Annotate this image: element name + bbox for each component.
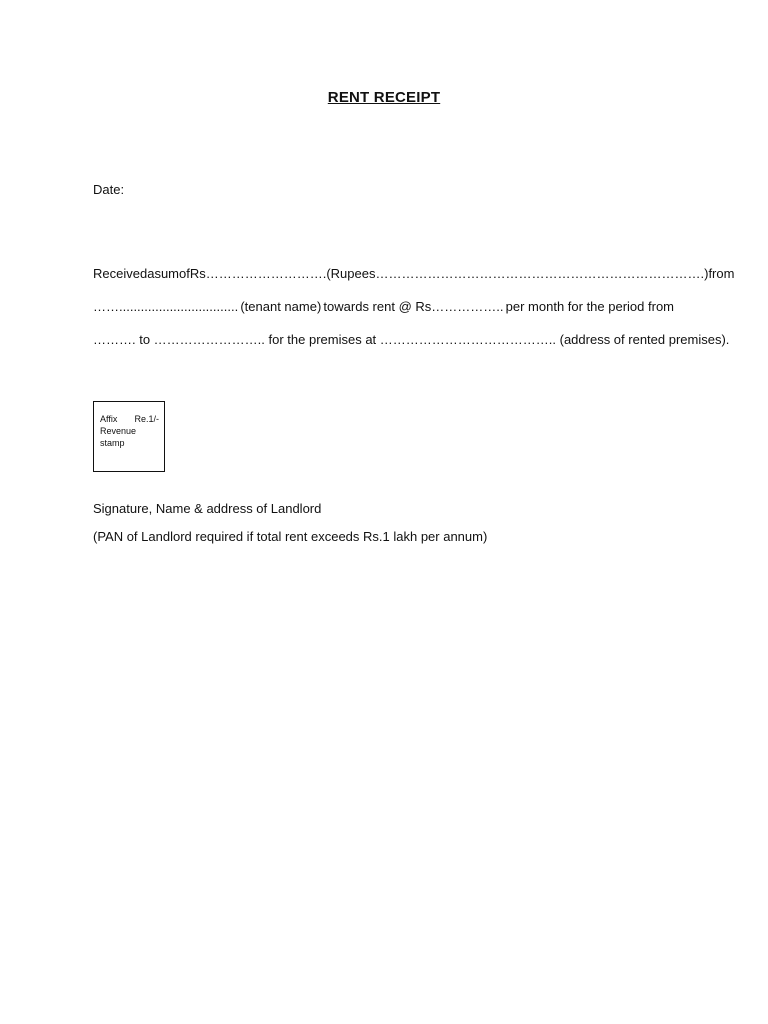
stamp-value-text: Re.1/- (134, 414, 159, 424)
receipt-word: from (708, 266, 735, 281)
stamp-revenue-text: Revenue (100, 426, 137, 436)
amount-in-words-blank: ………………………………………………………………….) (375, 266, 709, 281)
stamp-top-line (100, 413, 159, 425)
monthly-rent-blank: towards rent @ Rs…………….. (323, 299, 504, 314)
receipt-word: Received (93, 266, 148, 281)
landlord-signature-label: Signature, Name & address of Landlord (93, 501, 322, 516)
date-label: Date: (93, 182, 125, 197)
receipt-word: sum (154, 266, 179, 281)
revenue-stamp-box (93, 401, 165, 472)
stamp-word-text: stamp (100, 438, 125, 448)
amount-blank: Rs………………………. (189, 266, 327, 281)
receipt-word: (Rupees (326, 266, 376, 281)
tenant-name-blank: ……................................. (93, 299, 239, 314)
receipt-text-line-3: ………. to …………………….. for the premises at ………………………………….. (address of rented premises). (93, 332, 730, 347)
period-text: per month for the period from (505, 299, 674, 314)
receipt-word: of (179, 266, 190, 281)
receipt-word: a (147, 266, 155, 281)
page-title: RENT RECEIPT (327, 89, 441, 106)
tenant-name-label: (tenant name) (240, 299, 322, 314)
stamp-affix-text: Affix (100, 414, 118, 424)
receipt-text-line-2 (93, 299, 674, 314)
receipt-text-line-1 (93, 266, 735, 281)
pan-note: (PAN of Landlord required if total rent exceeds Rs.1 lakh per annum) (93, 529, 488, 544)
